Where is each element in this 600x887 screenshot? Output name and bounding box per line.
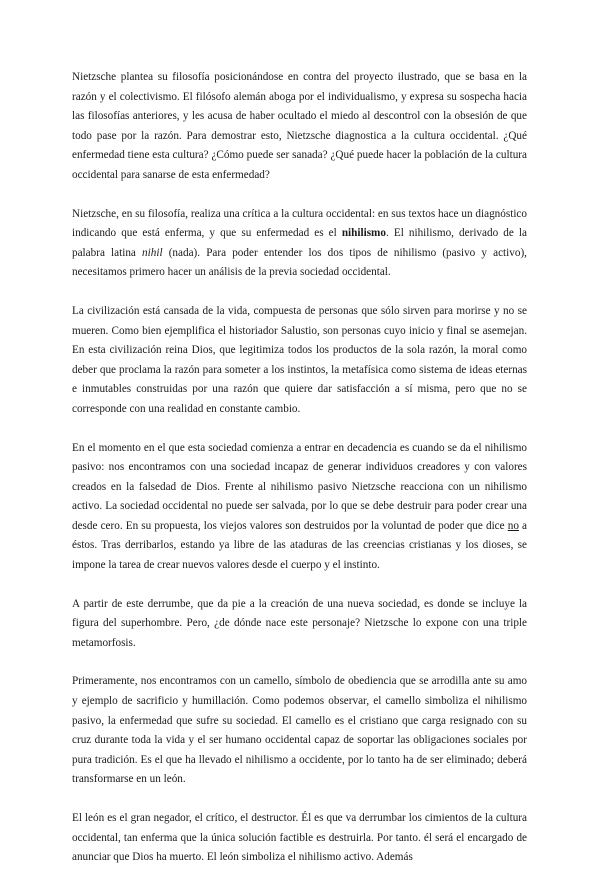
paragraph-7: El león es el gran negador, el crítico, el destructor. Él es que va derrumbar los cimientos de la cultura occidental, tan enferma que la única solución factible es destruirla. Por tanto. él será el encargado de anunciar que Dios ha muerto. El león simboliza el nihilismo activo. Además	[72, 812, 527, 864]
paragraph-4-text-c: a éstos. Tras derribarlos, estando ya libre de las ataduras de las creencias cristianas y los dioses, se impone la tarea de crear nuevos valores desde el cuerpo y el instinto.	[72, 519, 528, 572]
paragraph-3: La civilización está cansada de la vida, compuesta de personas que sólo sirven para morirse y no se mueren. Como bien ejemplifica el historiador Salustio, son personas cuyo inicio y final se asemejan. En esta civilización reina Dios, que legitimiza todos los productos de la sola razón, la moral como deber que proclama la razón para someter a los instintos, la metafísica como sistema de ideas eternas e inmutables construidas por una razón que quiere dar satisfacción a sí misma, pero que no se corresponde con una realidad en constante cambio.	[72, 304, 527, 415]
term-nihil: nihil	[142, 246, 163, 259]
paragraph-6: Primeramente, nos encontramos con un camello, símbolo de obediencia que se arrodilla ante su amo y ejemplo de sacrificio y humillación. Como podemos observar, el camello simboliza el nihilismo pasivo, la enfermedad que sufre su sociedad. El camello es el cristiano que carga resignado con su cruz durante toda la vida y el ser humano occidental capaz de soportar las obligaciones sociales por pura tradición. Es el que ha llevado el nihilismo a occidente, por lo tanto ha de ser eliminado; deberá transformarse en un león.	[72, 675, 527, 786]
paragraph-2-text-a: Nietzsche, en su filosofía, realiza una crítica a la cultura occidental: en sus textos hace un diagnóstico indicando que está enferma, y que su enfermedad es el	[72, 207, 527, 240]
term-nihilismo: nihilismo	[341, 227, 386, 240]
paragraph-2	[72, 205, 527, 283]
paragraph-1: Nietzsche plantea su filosofía posicionándose en contra del proyecto ilustrado, que se basa en la razón y el colectivismo. El filósofo alemán aboga por el individualismo, y expresa su sospecha hacia las filosofías anteriores, y les acusa de haber ocultado el miedo al descontrol con la obsesión de que todo pase por la razón. Para demostrar esto, Nietzsche diagnostica a la cultura occidental. ¿Qué enfermedad tiene esta cultura? ¿Cómo puede ser sanada? ¿Qué puede hacer la población de la cultura occidental para sanarse de esta enfermedad?	[72, 71, 527, 181]
paragraph-2-text-e: (nada). Para poder entender los dos tipos de nihilismo (pasivo y activo), necesitamos primero hacer un análisis de la previa sociedad occidental.	[72, 246, 527, 279]
paragraph-2-text-c: . El nihilismo, derivado de la palabra latina	[72, 227, 527, 259]
paragraph-5: A partir de este derrumbe, que da pie a la creación de una nueva sociedad, es donde se incluye la figura del superhombre. Pero, ¿de dónde nace este personaje? Nietzsche lo expone con una triple metamorfosis.	[72, 597, 527, 649]
term-no: no	[507, 519, 519, 532]
document-body	[72, 68, 527, 887]
paragraph-4-text-a: En el momento en el que esta sociedad comienza a entrar en decadencia es cuando se da el nihilismo pasivo: nos encontramos con una sociedad incapaz de generar individuos creadores y con valores creados en la falsedad de Dios. Frente al nihilismo pasivo Nietzsche reacciona con un nihilismo activo. La sociedad occidental no puede ser salvada, por lo que se debe destruir para poder crear una desde cero. En su propuesta, los viejos valores son destruidos por la voluntad de poder que dice	[72, 441, 527, 532]
paragraph-4	[72, 439, 527, 576]
